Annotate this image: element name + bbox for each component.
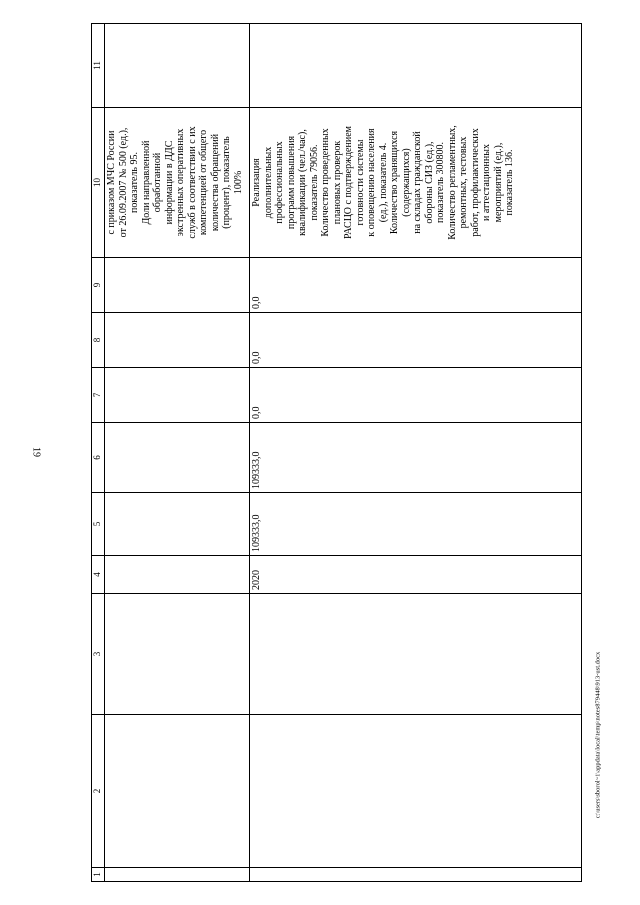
- text-line: показатель 136.: [504, 149, 515, 216]
- column-number: 4: [92, 556, 105, 594]
- table-cell: [105, 493, 250, 556]
- text-line: квалификации (чел./час),: [297, 129, 308, 236]
- column-number: 5: [92, 493, 105, 556]
- table-cell: [105, 868, 250, 882]
- table-row: [250, 24, 582, 882]
- table-cell: [105, 24, 250, 108]
- rotated-table-container: [91, 24, 582, 882]
- text-line: обороны СИЗ (ед.),: [423, 141, 435, 224]
- table-row: [105, 24, 250, 882]
- table-cell: [250, 24, 582, 108]
- text-line: 100%: [232, 170, 244, 195]
- text-line: показатель 79056.: [308, 144, 320, 221]
- text-line: готовности системы: [354, 139, 366, 226]
- table-cell: [105, 368, 250, 423]
- table-cell: [250, 715, 582, 868]
- text-line: с приказом МЧС России: [106, 130, 117, 235]
- column-number: 2: [92, 715, 105, 868]
- text-line: и аттестационных: [481, 144, 492, 221]
- text-line: к оповещению населения: [366, 128, 377, 237]
- text-line: (содержащихся): [400, 148, 412, 217]
- text-line: Количество хранящихся: [389, 130, 400, 235]
- table-cell: [250, 594, 582, 715]
- amount-cell: 0,0: [250, 258, 582, 313]
- column-number-row: [92, 24, 105, 882]
- column-number: 10: [92, 108, 105, 258]
- column-number: 7: [92, 368, 105, 423]
- text-line: плановых проверок: [331, 140, 343, 225]
- text-line: (процент), показатель: [221, 136, 232, 229]
- text-line: на складах гражданской: [412, 131, 423, 234]
- data-table: [91, 23, 582, 882]
- file-path-footer: c:\users\sborol~1\appdata\local\temp\notes879448\913-ust.docx: [594, 651, 602, 819]
- column-number: 3: [92, 594, 105, 715]
- text-line: программ повышения: [285, 135, 297, 230]
- text-line: показатель 300800.: [435, 142, 446, 223]
- table-cell: [105, 423, 250, 493]
- text-line: работ, профилактических: [469, 128, 481, 237]
- column-number: 8: [92, 313, 105, 368]
- table-cell: [105, 715, 250, 868]
- column-number: 9: [92, 258, 105, 313]
- text-line: РАСЦО с подтверждением: [343, 126, 354, 239]
- text-line: служб в соответствии с их: [186, 126, 198, 239]
- text-line: количества обращений: [209, 133, 221, 232]
- table-cell: [250, 868, 582, 882]
- amount-cell: 0,0: [250, 368, 582, 423]
- table-cell: [105, 594, 250, 715]
- text-line: от 26.09.2007 № 500 (ед.),: [117, 127, 129, 238]
- text-line: информации в ДДС: [163, 140, 175, 225]
- amount-cell: 0,0: [250, 313, 582, 368]
- text-line: (ед.), показатель 4.: [377, 142, 389, 223]
- table-cell: [105, 258, 250, 313]
- text-line: обработанной: [152, 152, 163, 213]
- text-line: Количество проведенных: [320, 128, 331, 237]
- table-cell: [105, 313, 250, 368]
- text-line: мероприятий (ед.),: [492, 142, 504, 223]
- text-line: Доли направленной: [140, 140, 152, 225]
- page-number: 19: [30, 447, 42, 457]
- amount-cell: 109333,0: [250, 423, 582, 493]
- indicator-text-cell: [250, 108, 582, 258]
- text-line: компетенцией от общего: [198, 129, 209, 236]
- year-cell: 2020: [250, 556, 582, 594]
- text-line: Количество регламентных,: [446, 125, 458, 240]
- column-number: 1: [92, 868, 105, 882]
- indicator-text-cell: [105, 108, 250, 258]
- text-line: экстренных оперативных: [175, 128, 186, 237]
- text-line: дополнительных: [262, 146, 274, 219]
- text-line: профессиональных: [274, 141, 285, 224]
- text-line: ремонтных, тестовых: [458, 136, 469, 229]
- amount-cell: 109333,0: [250, 493, 582, 556]
- column-number: 11: [92, 24, 105, 108]
- text-line: показатель 95.: [129, 152, 140, 213]
- column-number: 6: [92, 423, 105, 493]
- text-line: Реализация: [251, 158, 262, 207]
- table-cell: [105, 556, 250, 594]
